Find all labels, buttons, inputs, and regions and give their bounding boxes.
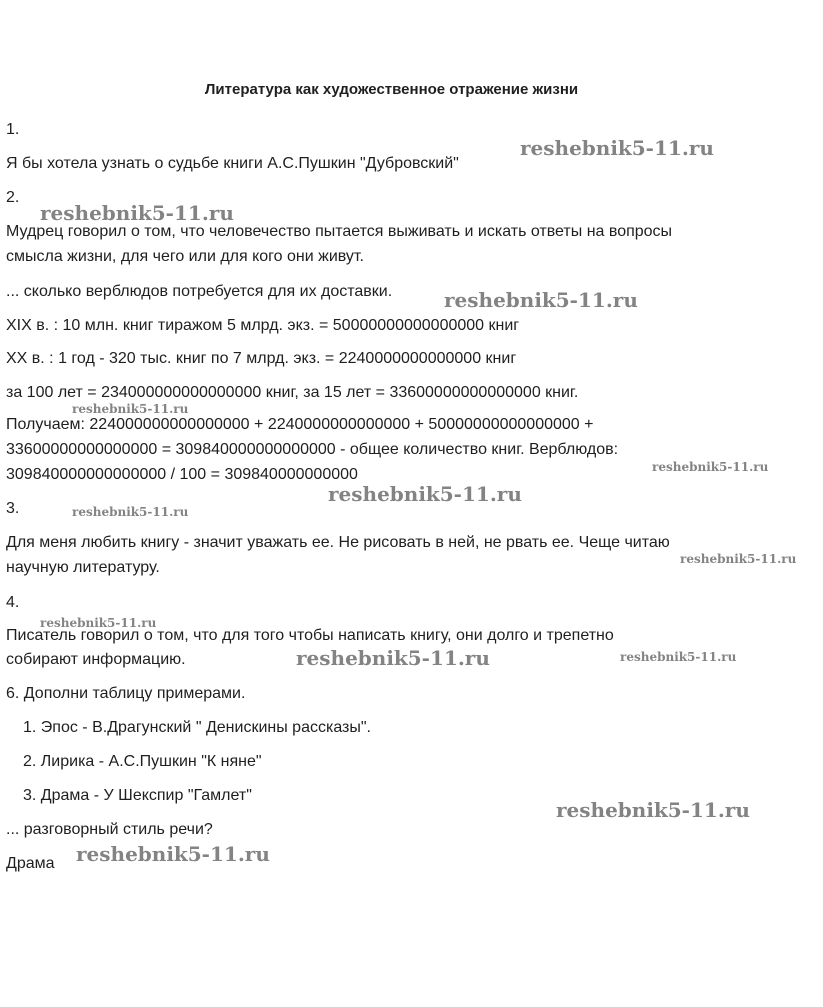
calc-total-line-2: 33600000000000000 = 309840000000000000 - общее количество книг. Верблюдов: bbox=[6, 441, 619, 458]
watermark: reshebnik5-11.ru bbox=[620, 650, 737, 664]
watermark: reshebnik5-11.ru bbox=[72, 505, 189, 519]
question-number-3: 3. bbox=[6, 500, 20, 517]
list-item-epic: 1. Эпос - В.Драгунский " Денискины рассказы". bbox=[23, 719, 371, 736]
watermark: reshebnik5-11.ru bbox=[556, 798, 750, 822]
calc-camels-result: 309840000000000000 / 100 = 309840000000000 bbox=[6, 466, 358, 483]
task-camels-heading: ... сколько верблюдов потребуется для их доставки. bbox=[6, 283, 393, 300]
document-title: Литература как художественное отражение жизни bbox=[204, 81, 579, 98]
answer-3-line-2: научную литературу. bbox=[6, 559, 160, 576]
calc-xx-century: XX в. : 1 год - 320 тыс. книг по 7 млрд. экз. = 2240000000000000 книг bbox=[6, 350, 517, 367]
list-item-lyric: 2. Лирика - А.С.Пушкин "К няне" bbox=[23, 753, 262, 770]
watermark: reshebnik5-11.ru bbox=[328, 482, 522, 506]
watermark: reshebnik5-11.ru bbox=[40, 616, 157, 630]
answer-1: Я бы хотела узнать о судьбе книги А.С.Пушкин "Дубровский" bbox=[6, 155, 459, 172]
task-6-heading: 6. Дополни таблицу примерами. bbox=[6, 685, 246, 702]
watermark: reshebnik5-11.ru bbox=[520, 136, 714, 160]
question-number-4: 4. bbox=[6, 594, 20, 611]
question-number-2: 2. bbox=[6, 189, 20, 206]
answer-2-line-1: Мудрец говорил о том, что человечество пытается выживать и искать ответы на вопросы bbox=[6, 223, 673, 240]
watermark: reshebnik5-11.ru bbox=[652, 460, 769, 474]
watermark: reshebnik5-11.ru bbox=[72, 402, 189, 416]
task-speech-style: ... разговорный стиль речи? bbox=[6, 821, 213, 838]
watermark: reshebnik5-11.ru bbox=[40, 201, 234, 225]
answer-4-line-1: Писатель говорил о том, что для того чтобы написать книгу, они долго и трепетно bbox=[6, 627, 614, 644]
answer-2-line-2: смысла жизни, для чего или для кого они живут. bbox=[6, 248, 364, 265]
answer-3-line-1: Для меня любить книгу - значит уважать ее. Не рисовать в ней, не рвать ее. Чеще читаю bbox=[6, 534, 670, 551]
calc-total-line-1: Получаем: 224000000000000000 + 2240000000000000 + 50000000000000000 + bbox=[6, 416, 594, 433]
watermark: reshebnik5-11.ru bbox=[296, 646, 490, 670]
answer-drama: Драма bbox=[6, 855, 55, 872]
calc-xix-century: XIX в. : 10 млн. книг тиражом 5 млрд. экз. = 50000000000000000 книг bbox=[6, 317, 520, 334]
answer-4-line-2: собирают информацию. bbox=[6, 651, 186, 668]
watermark: reshebnik5-11.ru bbox=[76, 842, 270, 866]
calc-100-years: за 100 лет = 234000000000000000 книг, за 15 лет = 33600000000000000 книг. bbox=[6, 384, 579, 401]
question-number-1: 1. bbox=[6, 121, 20, 138]
list-item-drama: 3. Драма - У Шекспир "Гамлет" bbox=[23, 787, 252, 804]
watermark: reshebnik5-11.ru bbox=[444, 288, 638, 312]
watermark: reshebnik5-11.ru bbox=[680, 552, 797, 566]
